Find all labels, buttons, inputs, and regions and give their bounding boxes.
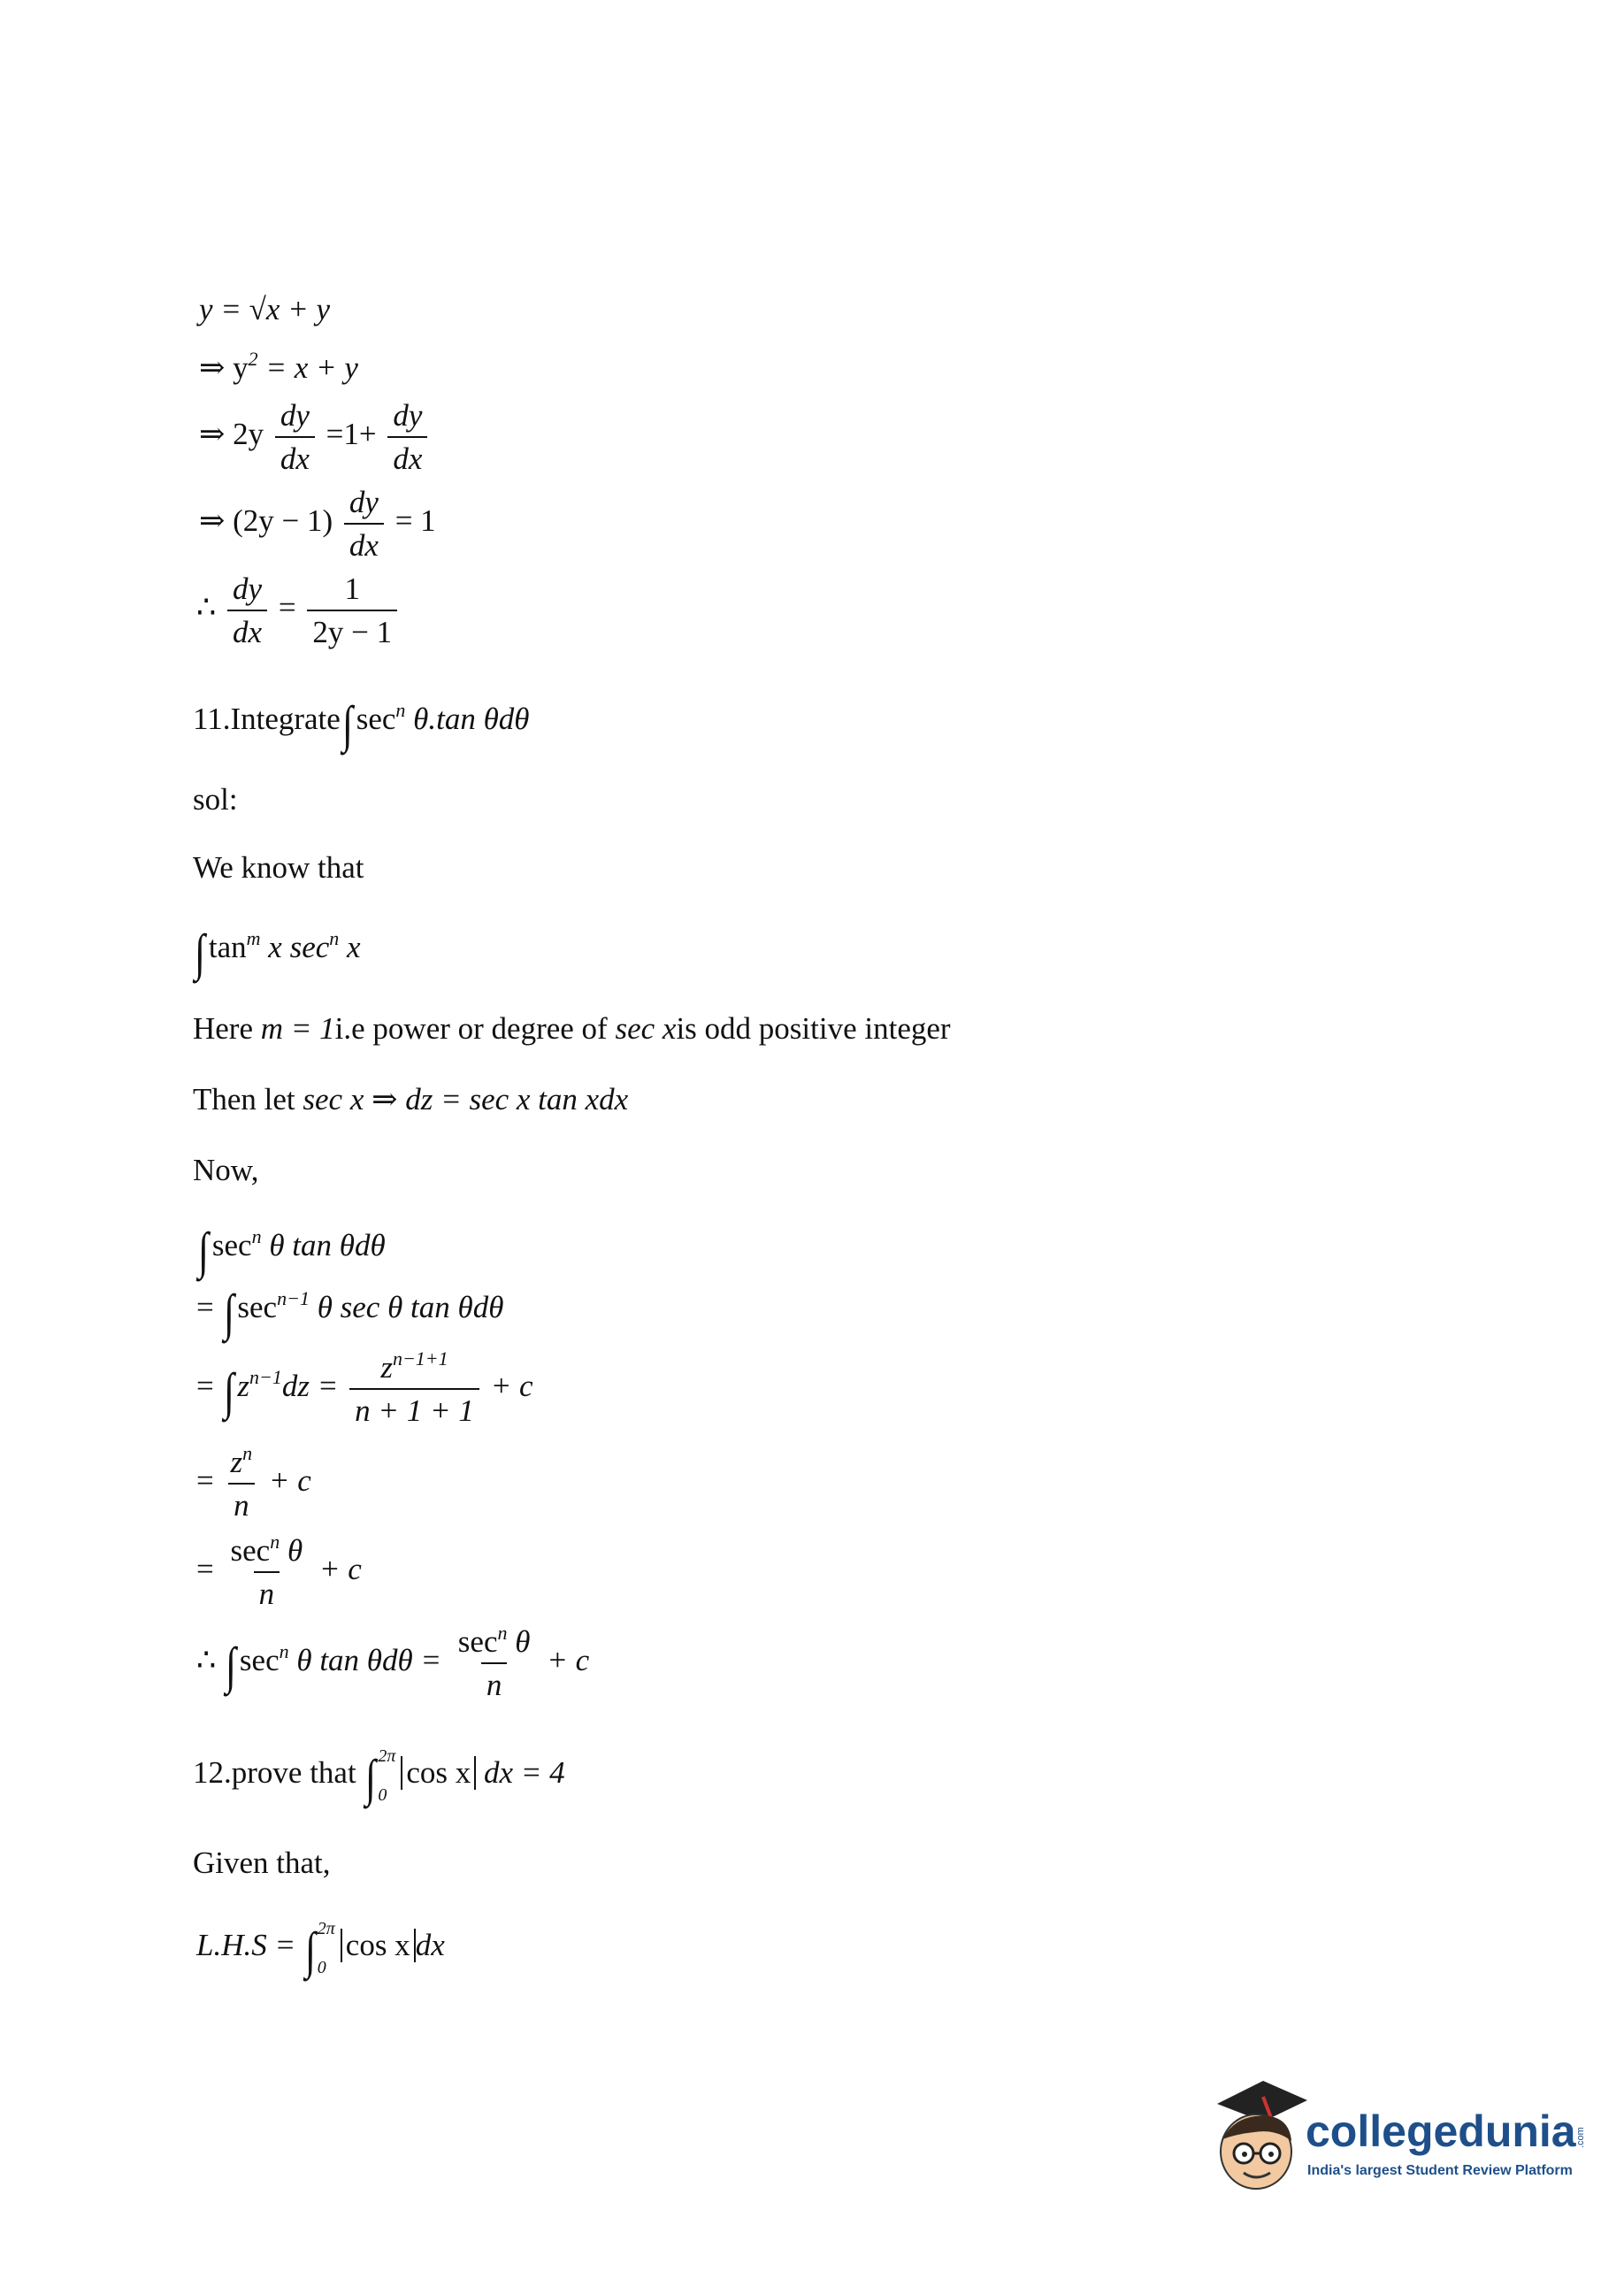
eq-line-1: y = √x + y	[199, 292, 331, 326]
brand-tagline: India's largest Student Review Platform	[1307, 2163, 1573, 2178]
now-label: Now,	[193, 1153, 259, 1187]
tan-sec-formula: ∫ $\tan^m x$ $\sec^n x$	[194, 924, 361, 981]
then-let-statement: Then let sec x ⇒ dz = sec x tan xdx	[193, 1082, 629, 1116]
step-3: = ∫ $z^{n-1}dz$ = $\frac{z^{n-1+1}}{n + 1 + 1}$ + c	[196, 1347, 533, 1428]
step-2: = ∫ $\sec^{n-1} \theta$ sec θ tan θdθ	[196, 1284, 504, 1341]
mascot-icon	[1201, 2070, 1590, 2194]
sol-label: sol:	[193, 782, 238, 817]
brand-com: .com	[1575, 2127, 1586, 2148]
collegedunia-logo	[1201, 2070, 1590, 2194]
lhs-line: L.H.S = ∫ 2π 0 cos x dx	[196, 1919, 445, 1980]
brand-name: collegedunia	[1306, 2106, 1576, 2156]
step-4: = $\frac{z^n}{n}$ + c	[196, 1442, 311, 1523]
eq-line-5: ∴ $\frac{dy}{dx}$ = $\frac{1}{2y - 1}$	[196, 573, 401, 648]
we-know-that: We know that	[193, 850, 364, 885]
step-6-result: ∴ ∫ $\sec^n \theta$ tan θdθ = $\frac{\sec^n \theta}{n}$ + c	[196, 1622, 590, 1702]
eq-line-3: ⇒ 2y $\frac{dy}{dx}$ =1+ $\frac{dy}{dx}$	[199, 400, 431, 474]
given-that: Given that,	[193, 1845, 331, 1880]
step-5: = $\frac{\sec^n \theta}{n}$ + c	[196, 1531, 362, 1611]
integral-sign: ∫	[341, 695, 353, 753]
question-12: 12.prove that ∫ 2π 0 cos x dx = 4	[193, 1746, 565, 1807]
step-1: ∫ $\sec^n \theta$ tan θdθ	[197, 1222, 386, 1279]
eq-line-2: ⇒ $y^2 = x + y$	[199, 348, 358, 385]
question-11: 11.Integrate∫ $\sec^n \theta.\tan$ θdθ	[193, 695, 530, 753]
eq-line-4: ⇒ (2y − 1) $\frac{dy}{dx}$ = 1	[199, 485, 436, 563]
here-statement: Here m = 1i.e power or degree of sec xis odd positive integer	[193, 1011, 951, 1046]
